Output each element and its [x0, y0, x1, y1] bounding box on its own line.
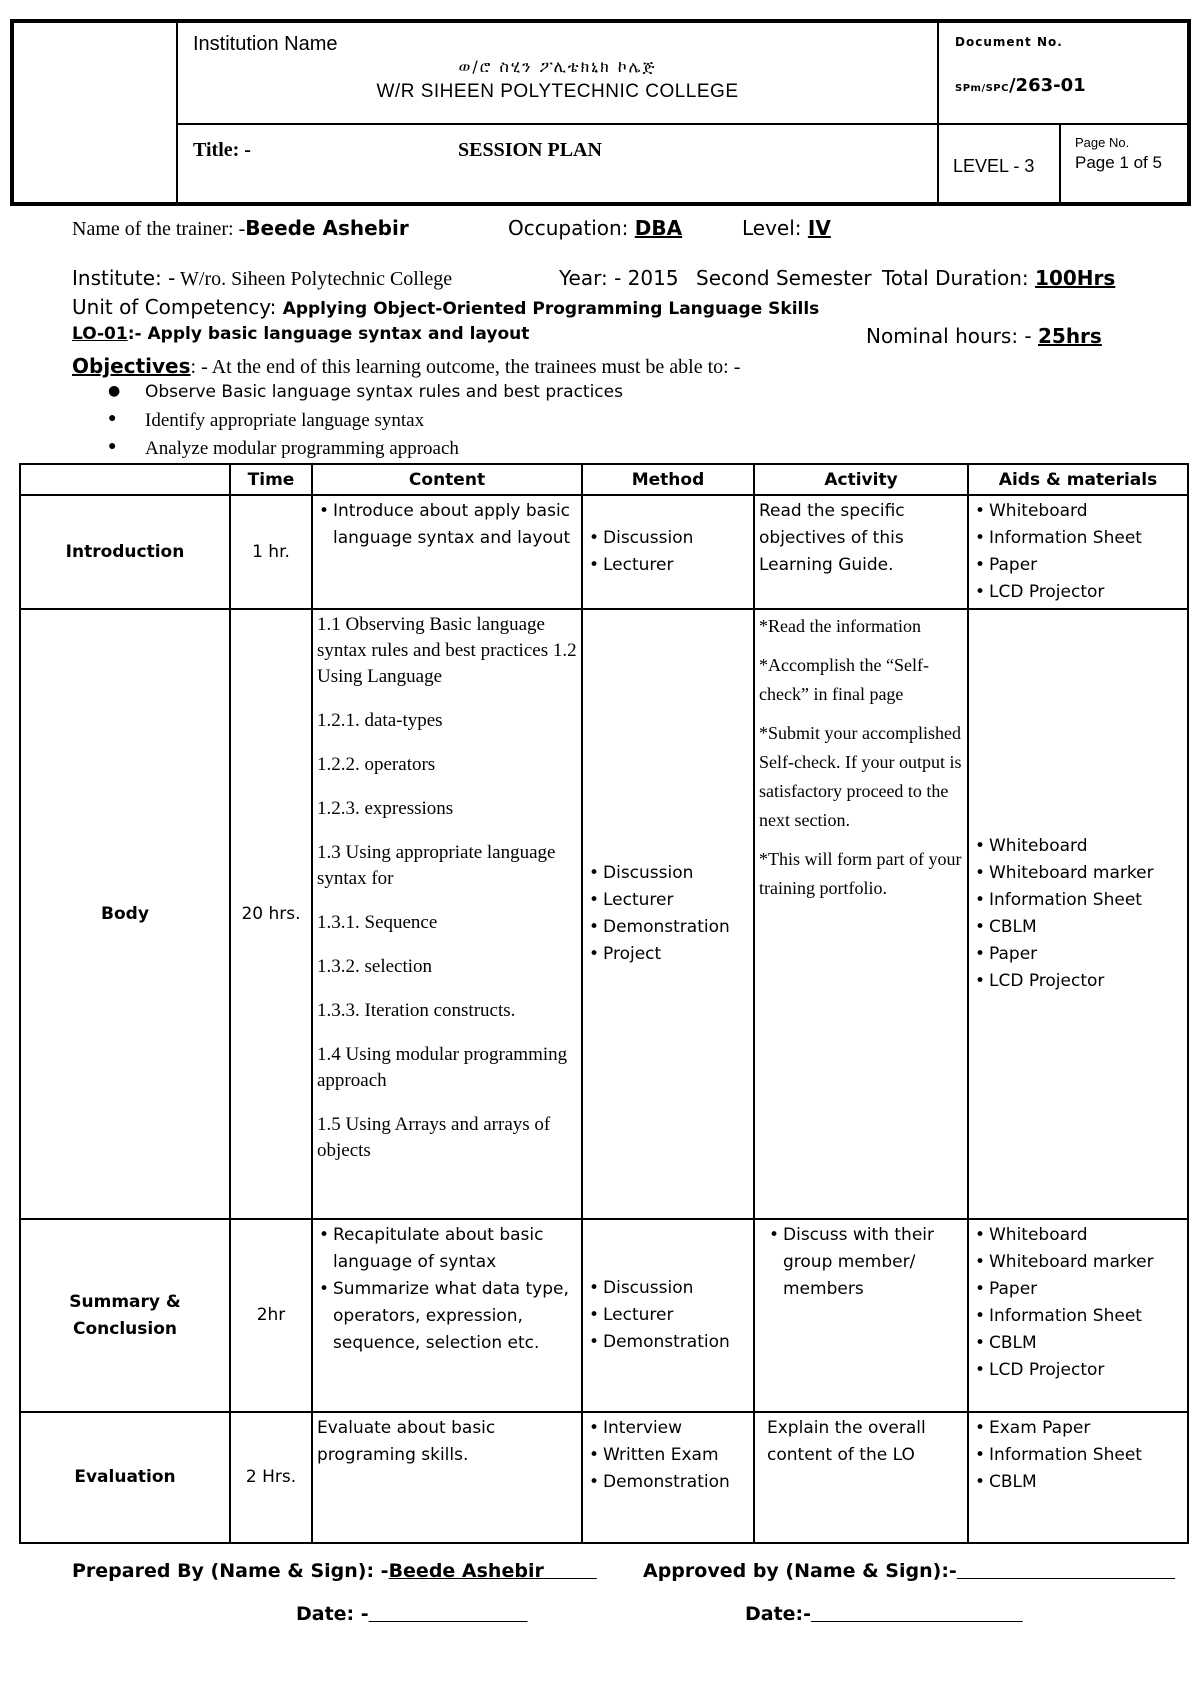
page-number-value: Page 1 of 5	[1075, 153, 1162, 172]
method-cell	[582, 1412, 754, 1543]
aids-item: • Whiteboard	[973, 1222, 1183, 1249]
objectives-list	[100, 382, 623, 466]
activity-cell	[754, 1219, 968, 1412]
document-number-value: /263-01	[1008, 75, 1086, 96]
content-item: 1.5 Using Arrays and arrays of objects	[317, 1114, 551, 1161]
trainer-name: Beede Ashebir	[245, 216, 409, 240]
table-row	[20, 1219, 1188, 1412]
prepared-by-name: Beede Ashebir	[388, 1560, 544, 1582]
content-item: • Summarize what data type, operators, expression, sequence, selection etc.	[317, 1276, 577, 1357]
unit-value: Applying Object-Oriented Programming Language Skills	[282, 299, 820, 319]
content-item: 1.2.3. expressions	[317, 798, 454, 819]
time-cell: 2 Hrs.	[230, 1412, 312, 1543]
content-item: 1.3.3. Iteration constructs.	[317, 1000, 516, 1021]
trainer-line	[72, 216, 409, 241]
method-cell	[582, 1219, 754, 1412]
date-left-label: Date: -	[296, 1603, 369, 1625]
header-aids: Aids & materials	[968, 464, 1188, 495]
unit-label: Unit of Competency:	[72, 295, 283, 319]
activity-item: *Submit your accomplished Self-check. If your output is satisfactory proceed to the next section.	[759, 723, 962, 830]
objectives-line	[72, 354, 740, 379]
content-item: 1.2.1. data-types	[317, 710, 443, 731]
aids-item: • CBLM	[973, 1330, 1183, 1357]
table-row	[20, 495, 1188, 609]
occupation-label: Occupation:	[508, 216, 635, 240]
content-item: 1.2.2. operators	[317, 754, 436, 775]
level-cell	[937, 125, 1061, 202]
aids-item: • Paper	[973, 552, 1183, 579]
date-right	[745, 1603, 1023, 1625]
total-duration-label: Total Duration:	[882, 266, 1036, 290]
header-method: Method	[582, 464, 754, 495]
date-left	[296, 1603, 527, 1625]
lo-title: :- Apply basic language syntax and layout	[127, 324, 530, 344]
phase-cell: Body	[20, 609, 230, 1219]
method-item: • Discussion	[587, 860, 749, 887]
semester-value: Second Semester	[696, 266, 872, 290]
content-cell	[312, 1219, 582, 1412]
aids-item: • Whiteboard	[973, 498, 1183, 525]
objective-item: ● Observe Basic language syntax rules and best practices	[100, 382, 623, 410]
content-item: 1.3 Using appropriate language syntax for	[317, 842, 556, 889]
aids-cell	[968, 495, 1188, 609]
aids-item: • CBLM	[973, 914, 1183, 941]
trainer-label: Name of the trainer: -	[72, 218, 246, 240]
method-cell	[582, 609, 754, 1219]
institute-label: Institute: -	[72, 266, 176, 290]
method-item: • Written Exam	[587, 1442, 749, 1469]
method-item: • Lecturer	[587, 1302, 749, 1329]
title-cell	[178, 125, 937, 202]
header-phase	[20, 464, 230, 495]
level-value: LEVEL - 3	[953, 156, 1035, 176]
aids-item: • LCD Projector	[973, 1357, 1183, 1384]
prepared-by-label: Prepared By (Name & Sign): -	[72, 1560, 389, 1582]
header-content: Content	[312, 464, 582, 495]
occupation-line	[508, 216, 682, 240]
session-plan-table	[19, 463, 1189, 1544]
lo-code: LO-01	[72, 324, 128, 344]
method-item: • Lecturer	[587, 552, 749, 579]
objective-item: ● Analyze modular programming approach	[100, 438, 623, 466]
method-item: • Interview	[587, 1415, 749, 1442]
time-cell: 1 hr.	[230, 495, 312, 609]
method-item: • Demonstration	[587, 914, 749, 941]
document-number	[955, 75, 1086, 96]
aids-item: • LCD Projector	[973, 579, 1183, 606]
level-label: Level:	[742, 216, 808, 240]
method-item: • Discussion	[587, 1275, 749, 1302]
aids-item: • CBLM	[973, 1469, 1183, 1496]
title-label: Title: -	[193, 139, 251, 161]
approved-by-label: Approved by (Name & Sign):-	[643, 1560, 957, 1582]
activity-cell	[754, 609, 968, 1219]
aids-cell	[968, 1219, 1188, 1412]
aids-item: • Information Sheet	[973, 1303, 1183, 1330]
institution-label: Institution Name	[193, 33, 338, 55]
table-row	[20, 609, 1188, 1219]
aids-item: • LCD Projector	[973, 968, 1183, 995]
content-cell	[312, 609, 582, 1219]
level-line	[742, 216, 831, 240]
content-cell: Evaluate about basic programing skills.	[312, 1412, 582, 1543]
method-cell	[582, 495, 754, 609]
lo-line	[72, 324, 529, 344]
level-info-value: IV	[807, 216, 831, 240]
phase-cell: Summary & Conclusion	[20, 1219, 230, 1412]
logo-cell	[14, 23, 178, 202]
activity-cell: Read the specific objectives of this Learning Guide.	[754, 495, 968, 609]
activity-item: *Read the information	[759, 616, 921, 636]
objective-item: ● Identify appropriate language syntax	[100, 410, 623, 438]
document-number-label: Document No.	[955, 35, 1063, 49]
method-item: • Lecturer	[587, 887, 749, 914]
content-item: 1.3.1. Sequence	[317, 912, 438, 933]
objectives-label: Objectives	[72, 354, 191, 378]
institution-cell	[178, 23, 937, 125]
method-item: • Discussion	[587, 525, 749, 552]
aids-item: • Exam Paper	[973, 1415, 1183, 1442]
activity-item: *Accomplish the “Self-check” in final page	[759, 655, 929, 704]
content-item: 1.1 Observing Basic language syntax rules and best practices 1.2 Using Language	[317, 614, 577, 687]
total-duration-line	[882, 266, 1115, 290]
document-number-prefix: SPm/SPC	[955, 83, 1009, 94]
institute-value: W/ro. Siheen Polytechnic College	[175, 268, 453, 290]
approved-by	[643, 1560, 1175, 1582]
aids-item: • Paper	[973, 941, 1183, 968]
method-item: • Demonstration	[587, 1329, 749, 1356]
year-value: Year: - 2015	[559, 266, 679, 290]
occupation-value: DBA	[634, 216, 683, 240]
institution-name: W/R SIHEEN POLYTECHNIC COLLEGE	[376, 81, 739, 102]
nominal-hours-value: 25hrs	[1037, 324, 1102, 348]
aids-item: • Whiteboard marker	[973, 1249, 1183, 1276]
aids-item: • Information Sheet	[973, 887, 1183, 914]
aids-cell	[968, 1412, 1188, 1543]
table-row	[20, 1412, 1188, 1543]
method-item: • Demonstration	[587, 1469, 749, 1496]
content-item: 1.3.2. selection	[317, 956, 433, 977]
institute-line	[72, 266, 452, 291]
activity-cell: Explain the overall content of the LO	[754, 1412, 968, 1543]
activity-item: *This will form part of your training portfolio.	[759, 849, 962, 898]
aids-cell	[968, 609, 1188, 1219]
document-number-cell	[937, 23, 1187, 125]
nominal-hours-line	[866, 324, 1102, 348]
total-duration-value: 100Hrs	[1035, 266, 1116, 290]
date-right-label: Date:-	[745, 1603, 812, 1625]
page-number-label: Page No.	[1075, 135, 1130, 150]
prepared-by	[72, 1560, 597, 1582]
aids-item: • Information Sheet	[973, 1442, 1183, 1469]
content-item: 1.4 Using modular programming approach	[317, 1044, 568, 1091]
phase-cell: Evaluation	[20, 1412, 230, 1543]
aids-item: • Whiteboard	[973, 833, 1183, 860]
title-value: SESSION PLAN	[458, 139, 602, 161]
table-header-row	[20, 464, 1188, 495]
objectives-intro: : - At the end of this learning outcome, the trainees must be able to: -	[190, 356, 741, 378]
activity-item: • Discuss with their group member/ members	[767, 1222, 963, 1303]
aids-item: • Information Sheet	[973, 525, 1183, 552]
time-cell: 20 hrs.	[230, 609, 312, 1219]
aids-item: • Whiteboard marker	[973, 860, 1183, 887]
unit-line	[72, 295, 819, 319]
content-item: • Recapitulate about basic language of syntax	[317, 1222, 577, 1276]
document-header	[10, 19, 1191, 206]
method-item: • Project	[587, 941, 749, 968]
phase-cell: Introduction	[20, 495, 230, 609]
content-item: • Introduce about apply basic language syntax and layout	[317, 498, 577, 552]
institution-name-amharic: ወ/ሮ ስሂን ፖሊቴክኒክ ኮሌጅ	[458, 57, 657, 76]
aids-item: • Paper	[973, 1276, 1183, 1303]
page-number-cell	[1061, 125, 1187, 202]
time-cell: 2hr	[230, 1219, 312, 1412]
nominal-hours-label: Nominal hours: -	[866, 324, 1038, 348]
header-time: Time	[230, 464, 312, 495]
content-cell	[312, 495, 582, 609]
header-activity: Activity	[754, 464, 968, 495]
